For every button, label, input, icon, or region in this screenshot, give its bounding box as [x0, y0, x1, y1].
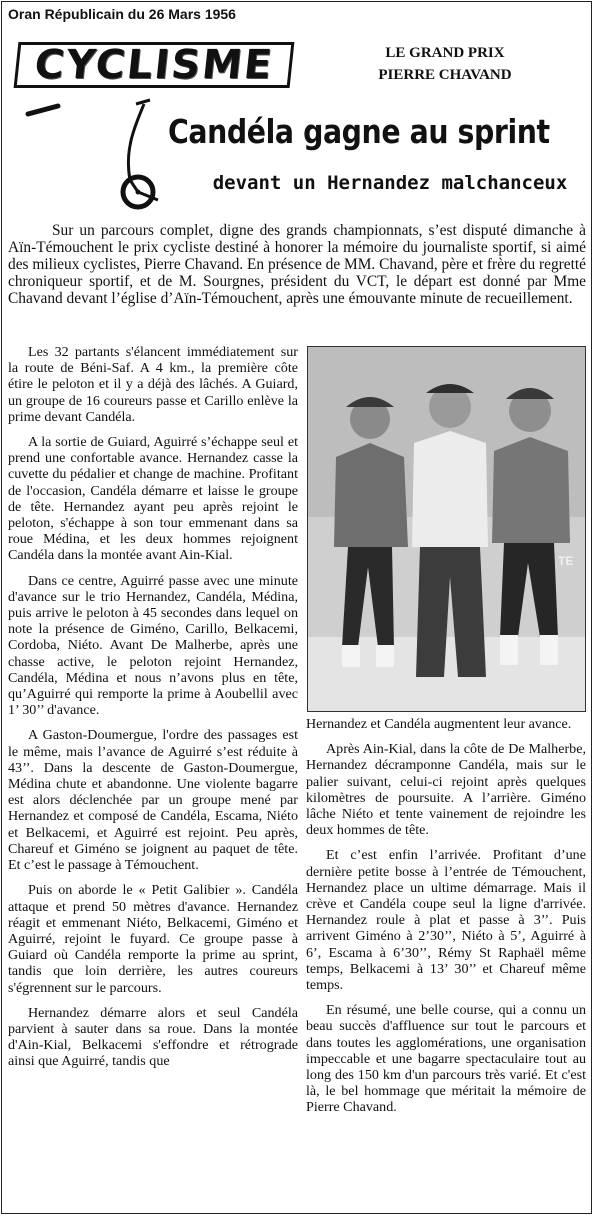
headline: Candéla gagne au sprint	[168, 112, 550, 151]
subheadline: devant un Hernandez malchanceux	[212, 172, 568, 194]
kicker-line-2: PIERRE CHAVAND	[378, 67, 512, 83]
body-paragraph: Dans ce centre, Aguirré passe avec une minute d'avance sur le trio Hernandez, Candéla, Médina, puis arrive le peloton à 45 secondes dans lequel on note la présence de Giméno, Carillo, Belkacemi, Cordoba, Niéto. Avant De Malherbe, après une chasse active, le peloton rejoint Hernandez, Candéla, Médina et nous n’avons plus en tête, qu’Aguirré qui remporte la prime à Aoubellil avec 1’ 30’’ d'avance.	[8, 572, 298, 719]
body-paragraph: Puis on aborde le « Petit Galibier ». Candéla attaque et prend 50 mètres d'avance. Hernandez réagit et emmenant Niéto, Belkacemi, Giméno et Aguirré, rejoint le fuyard. Ce groupe passe à Guiard où Candéla remporte la prime au sprint, tandis que loin derrière, les autres coureurs s'égrennent sur le parcours.	[8, 882, 298, 996]
photo-illustration	[308, 347, 586, 712]
penny-farthing-icon	[18, 96, 168, 212]
lede-paragraph: Sur un parcours complet, digne des grands championnats, s’est disputé dimanche à Aïn-Témouchent le prix cycliste destiné à honorer la mémoire du journaliste sportif, si aimé des milieux cyclistes, Pierre Chavand. En présence de MM. Chavand, père et frère du regretté chroniqueur sportif, et de M. Sourgnes, président du VCT, le départ est donné par Mme Chavand devant l’église d’Aïn-Témouchent, après une émouvante minute de recueillement.	[8, 222, 586, 307]
logo-text: CYCLISME	[14, 42, 295, 88]
body-paragraph: Hernandez démarre alors et seul Candéla parvient à sauter dans sa roue. Dans la montée d'Ain-Kial, Belkacemi s'effondre et rétrograde ainsi que Aguirré, tandis que	[8, 1004, 298, 1070]
body-paragraph: Hernandez et Candéla augmentent leur avance.	[306, 716, 572, 732]
left-column	[8, 344, 298, 1079]
jersey-print: TE	[558, 554, 574, 568]
cyclisme-logo	[16, 40, 296, 96]
right-column	[306, 716, 586, 1125]
body-paragraph: Après Ain-Kial, dans la côte de De Malherbe, Hernandez décramponne Candéla, mais sur le palier suivant, celui-ci rejoint après quelques kilomètres de poursuite. A l’arrière. Giméno lâche Niéto et tente vainement de rejoindre les deux hommes de tête.	[306, 741, 586, 839]
body-paragraph: A la sortie de Guiard, Aguirré s’échappe seul et prend une confortable avance. Hernandez casse la cuvette du pédalier et change de machine. Profitant de l'occasion, Candéla démarre et laisse le groupe de tête. Hernandez ayant peu après rejoint le peloton, s'échappe à son tour emmenant dans sa roue Médina, et les deux hommes rejoignent Candéla dans la montée avant Ain-Kial.	[8, 434, 298, 564]
body-paragraph: Et c’est enfin l’arrivée. Profitant d’une dernière petite bosse à l’entrée de Témouchent, Hernandez place un ultime démarrage. Mais il crève et Candéla coupe seul la ligne d'arrivée. Hernandez roule à plat et passe à 3’’. Puis arrivent Giméno à 2’30’’, Niéto à 5’, Aguirré à 6’, Escama à 6’30’’, Rémy St Raphaël même temps, Belkacemi à 13’ 30’’ et Chareuf même temps.	[306, 847, 586, 994]
source-line: Oran Républicain du 26 Mars 1956	[8, 6, 236, 22]
kicker-line-1: LE GRAND PRIX	[385, 45, 505, 61]
body-paragraph: A Gaston-Doumergue, l'ordre des passages est le même, mais l’avance de Aguirré s’est réduite à 43’’. Dans la descente de Gaston-Doumergue, Médina chute et abandonne. Une violente bagarre est alors déclenchée par un groupe mené par Hernandez et composé de Candéla, Escama, Niéto et Belkacemi, et Aguirré est rejoint. Peu après, Chareuf et Giméno se joignent au paquet de tête. Et c’est le passage à Témouchent.	[8, 727, 298, 874]
body-paragraph: En résumé, une belle course, qui a connu un beau succès d'affluence sur tout le parcours et dans toutes les agglomérations, une organisation impeccable et une bagarre spectaculaire tout au long des 150 km d'un parcours très varié. Et c'est là, le bel hommage que méritait la mémoire de Pierre Chavand.	[306, 1002, 586, 1116]
race-photo	[307, 346, 586, 712]
body-paragraph: Les 32 partants s'élancent immédiatement sur la route de Béni-Saf. A 4 km., la première côte étire le peloton et il y a déjà des lâchés. A Guiard, un groupe de 16 coureurs passe et Carillo enlève la prime devant Candéla.	[8, 344, 298, 425]
